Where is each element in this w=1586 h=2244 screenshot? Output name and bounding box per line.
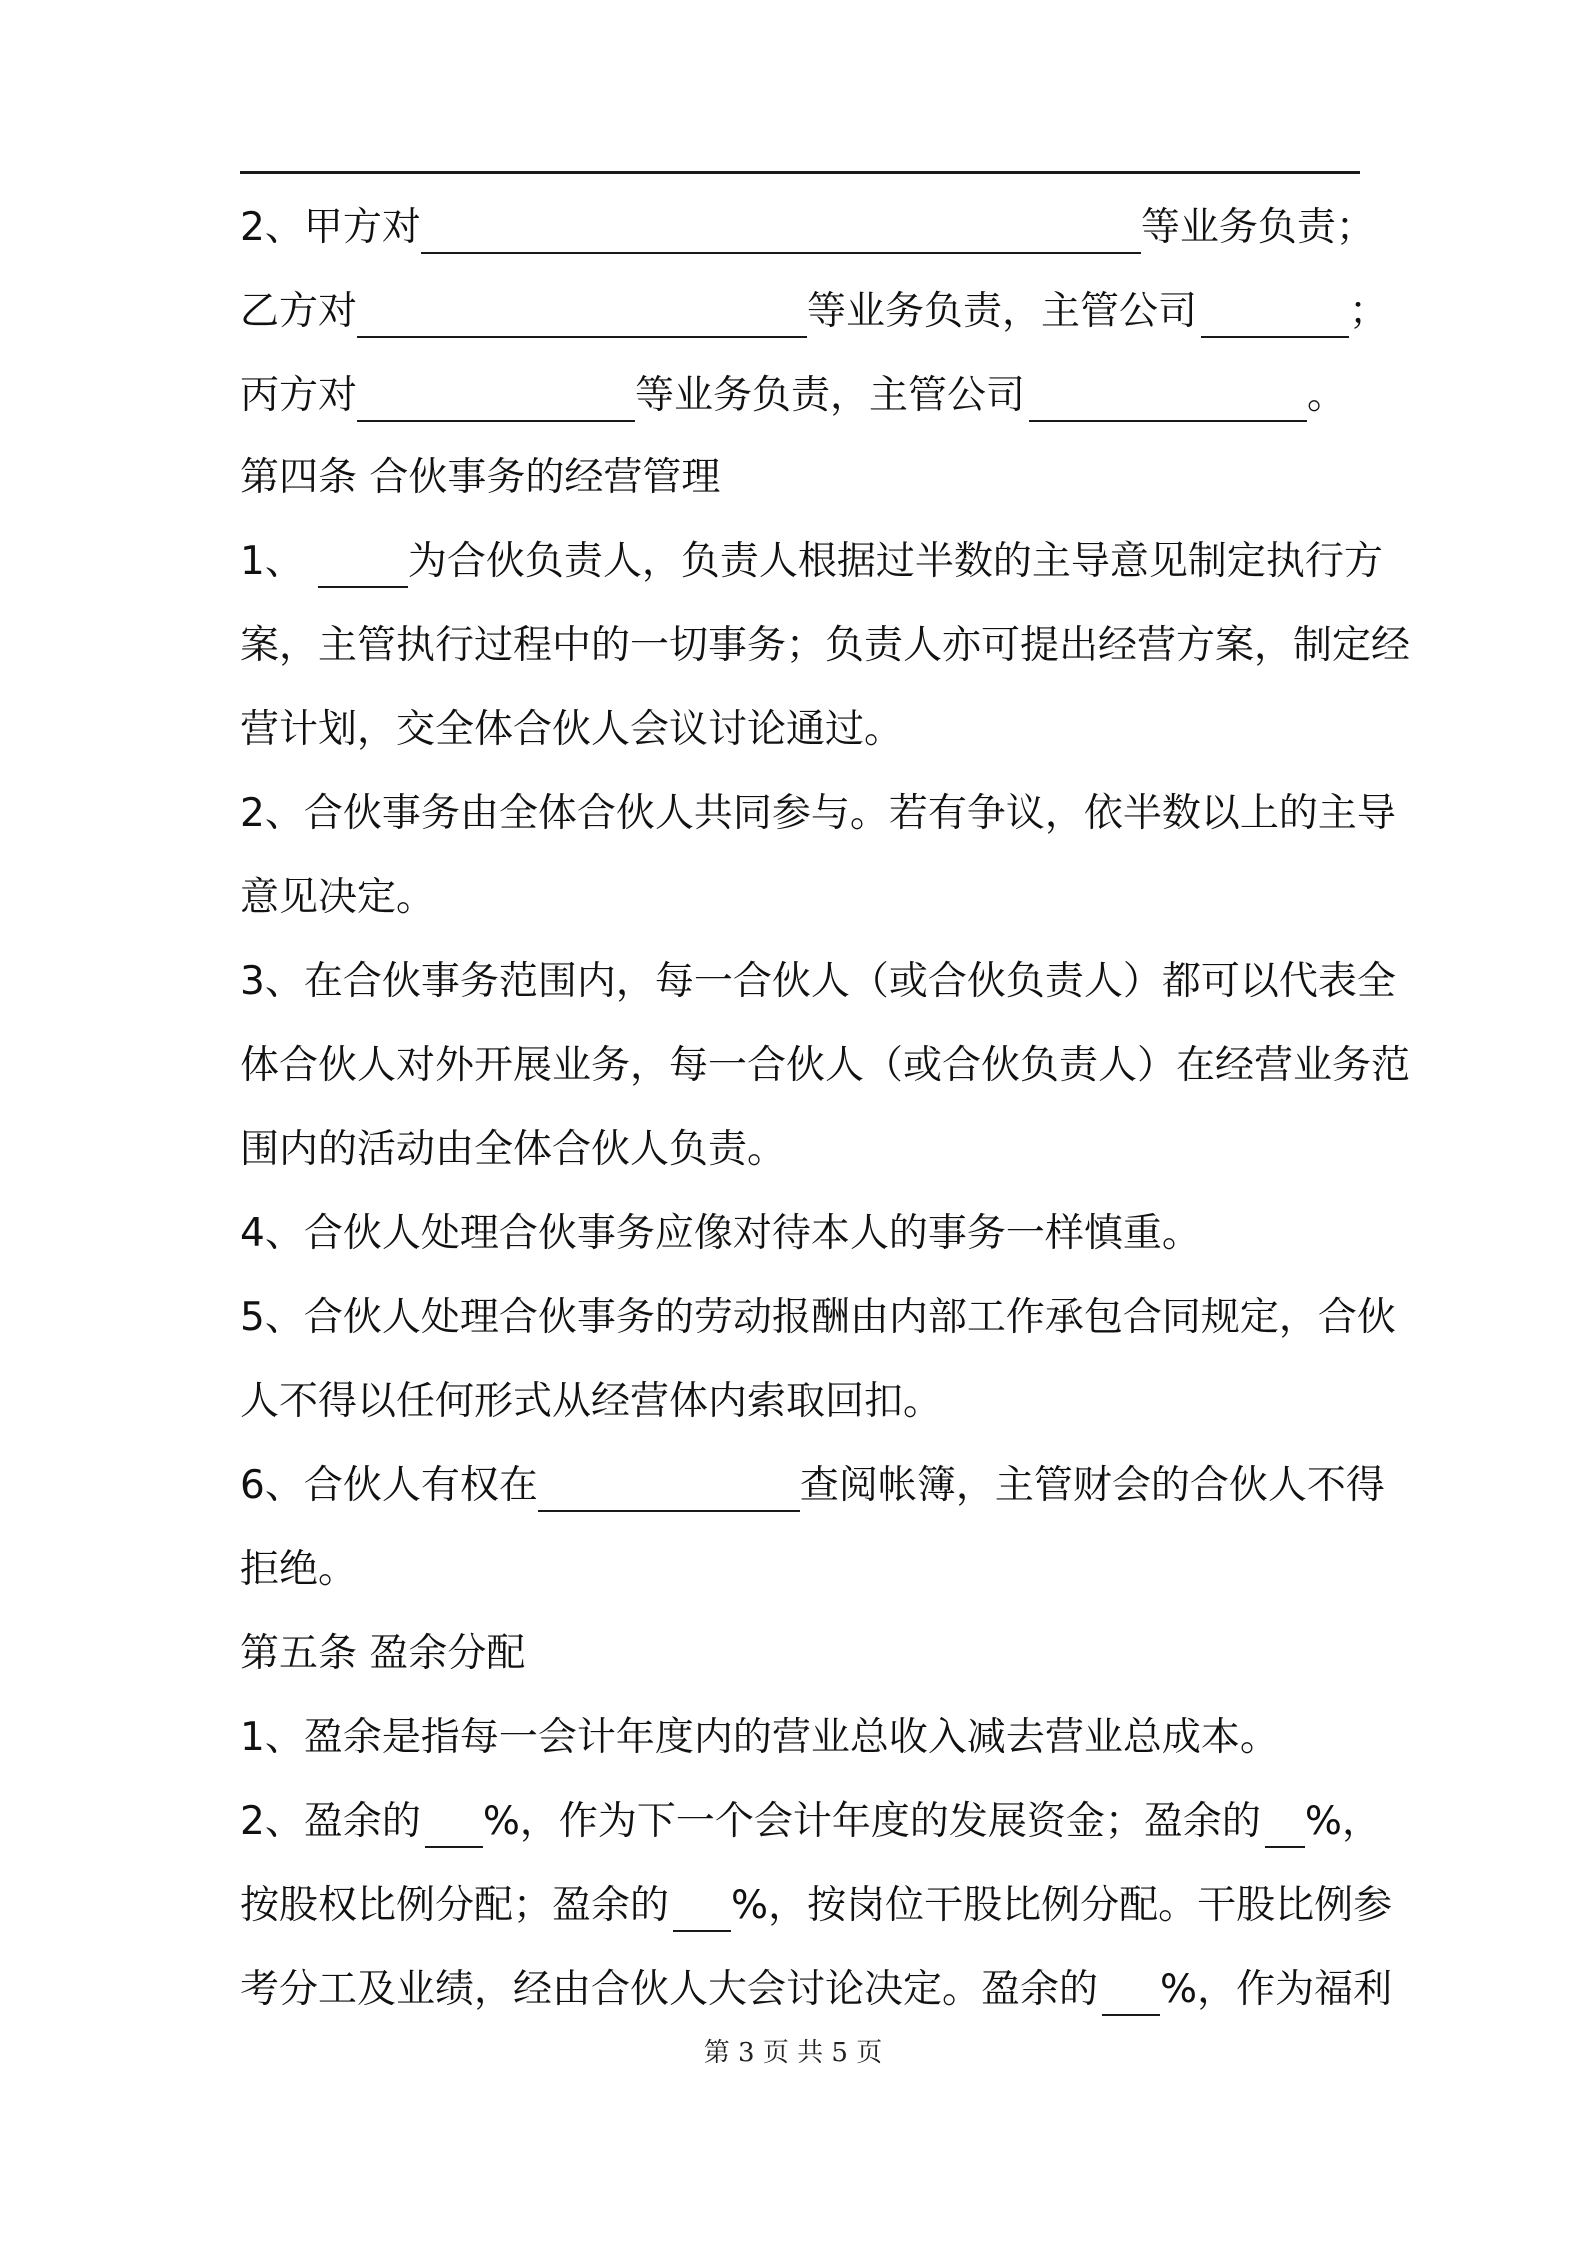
clause4-item6-line2: 拒绝。 (240, 1547, 358, 1592)
clause4-heading: 第四条 合伙事务的经营管理 (240, 455, 721, 500)
clause4-item4-line1: 4、合伙人处理合伙事务应像对待本人的事务一样慎重。 (240, 1211, 1201, 1256)
clause4-item1-prefix: 1、 (240, 539, 304, 584)
clause4-item6-line1 (240, 1444, 1385, 1528)
clause3-item2-line-c (240, 354, 1365, 438)
fill-blank[interactable] (673, 1880, 731, 1932)
header-rule (240, 171, 1360, 174)
clause3-item2-b-middle: 等业务负责，主管公司 (807, 289, 1198, 334)
clause3-item2-line-a (240, 186, 1375, 270)
clause5-item2-l1-b: %，作为下一个会计年度的发展资金；盈余的 (482, 1799, 1261, 1844)
clause4-item1-line3: 营计划，交全体合伙人会议讨论通过。 (240, 707, 904, 752)
clause5-item1-line1: 1、盈余是指每一会计年度内的营业总收入减去营业总成本。 (240, 1715, 1279, 1760)
clause4-item3-line2: 体合伙人对外开展业务，每一合伙人（或合伙负责人）在经营业务范 (240, 1043, 1411, 1088)
clause4-item2-line2: 意见决定。 (240, 875, 436, 920)
fill-blank[interactable] (421, 202, 1141, 254)
clause4-item1-line1 (240, 520, 1383, 604)
clause3-item2-line-b (240, 270, 1389, 354)
clause3-item2-b-prefix: 乙方对 (240, 289, 358, 334)
clause5-heading: 第五条 盈余分配 (240, 1631, 526, 1676)
clause5-item2-l1-a: 2、盈余的 (240, 1799, 421, 1844)
clause4-item3-line3: 围内的活动由全体合伙人负责。 (240, 1127, 787, 1172)
fill-blank[interactable] (1265, 1796, 1305, 1848)
page-number-footer: 第 3 页 共 5 页 (703, 2038, 883, 2068)
fill-blank[interactable] (425, 1796, 483, 1848)
clause4-item1-line2: 案，主管执行过程中的一切事务；负责人亦可提出经营方案，制定经 (240, 623, 1411, 668)
clause3-item2-c-middle: 等业务负责，主管公司 (635, 373, 1026, 418)
fill-blank[interactable] (538, 1460, 800, 1512)
fill-blank[interactable] (357, 370, 635, 422)
clause3-item2-c-prefix: 丙方对 (240, 373, 358, 418)
clause3-item2-a-suffix: 等业务负责； (1140, 205, 1375, 250)
clause5-item2-l3-b: %，作为福利 (1160, 1967, 1393, 2012)
fill-blank[interactable] (357, 286, 807, 338)
clause4-item1-line1-rest: 为合伙负责人，负责人根据过半数的主导意见制定执行方 (407, 539, 1383, 584)
clause4-item5-line1: 5、合伙人处理合伙事务的劳动报酬由内部工作承包合同规定，合伙 (240, 1295, 1396, 1340)
clause3-item2-c-suffix: 。 (1307, 373, 1347, 418)
clause5-item2-l2-b: %，按岗位干股比例分配。干股比例参 (731, 1883, 1393, 1928)
clause5-item2-line1 (240, 1780, 1381, 1864)
clause5-item2-l2-a: 按股权比例分配；盈余的 (240, 1883, 670, 1928)
fill-blank[interactable] (1102, 1964, 1160, 2016)
clause3-item2-a-prefix: 2、甲方对 (240, 205, 421, 250)
clause4-item6-suffix: 查阅帐簿，主管财会的合伙人不得 (799, 1463, 1385, 1508)
clause4-item3-line1: 3、在合伙事务范围内，每一合伙人（或合伙负责人）都可以代表全 (240, 959, 1396, 1004)
clause4-item5-line2: 人不得以任何形式从经营体内索取回扣。 (240, 1379, 943, 1424)
clause3-item2-b-suffix: ； (1349, 289, 1389, 334)
fill-blank[interactable] (1201, 286, 1349, 338)
clause5-item2-line2 (240, 1864, 1393, 1948)
clause5-item2-line3 (240, 1948, 1393, 2032)
fill-blank[interactable] (318, 536, 408, 588)
clause5-item2-l3-a: 考分工及业绩，经由合伙人大会讨论决定。盈余的 (240, 1967, 1099, 2012)
clause5-item2-l1-c: %， (1304, 1799, 1381, 1844)
fill-blank[interactable] (1029, 370, 1307, 422)
clause4-item2-line1: 2、合伙事务由全体合伙人共同参与。若有争议，依半数以上的主导 (240, 791, 1396, 836)
clause4-item6-prefix: 6、合伙人有权在 (240, 1463, 538, 1508)
